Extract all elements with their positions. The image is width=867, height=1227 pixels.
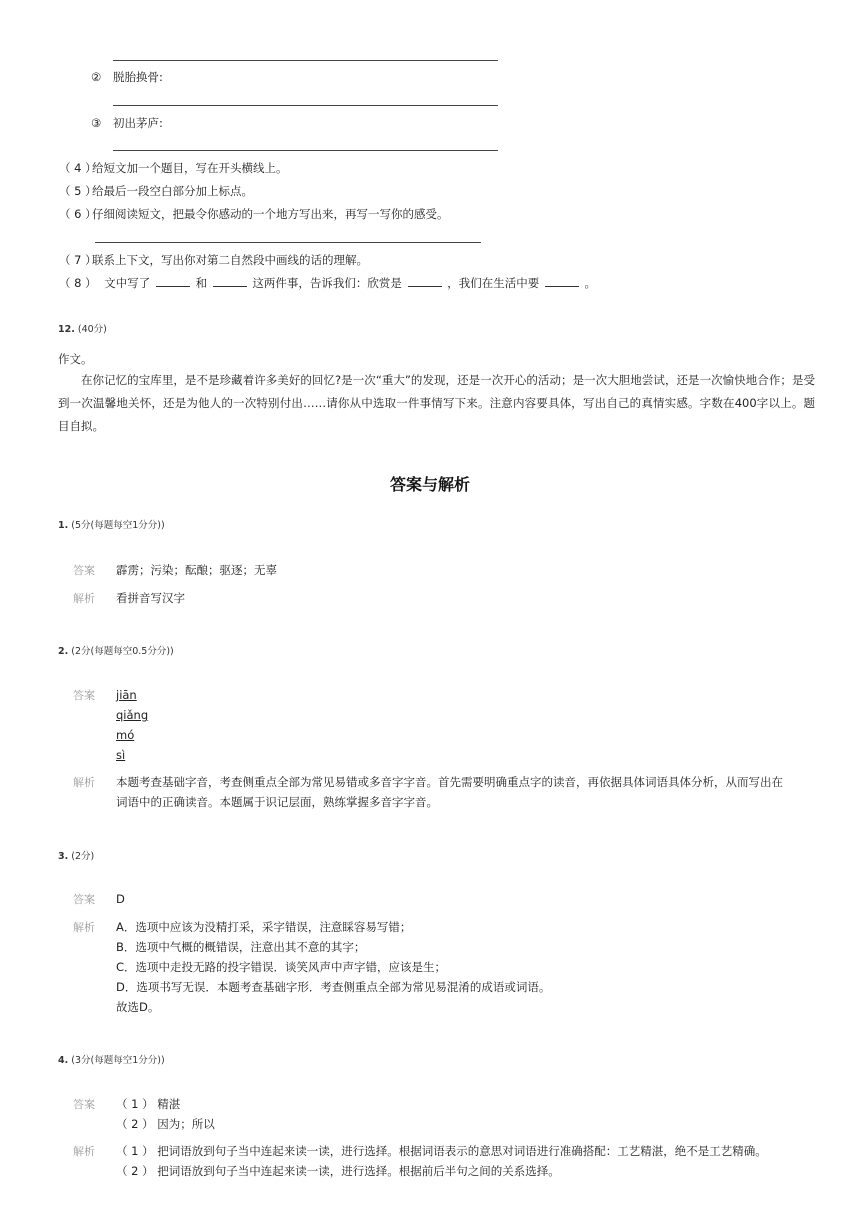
answer-header	[58, 1054, 165, 1068]
answer-line	[113, 60, 498, 61]
item-text: 初出茅庐:	[113, 116, 163, 130]
question-text: ，我们在生活中要	[447, 276, 540, 290]
analysis-text: 故选D。	[116, 1000, 160, 1014]
answer-label: 答案	[73, 1098, 95, 1111]
answer-text: （ 2 ） 因为；所以	[116, 1117, 215, 1131]
blank	[213, 276, 247, 287]
answer-score: (2分(每题每空0.5分分))	[71, 646, 174, 657]
question-text: 给短文加一个题目，写在开头横线上。	[92, 161, 288, 175]
answer-line	[95, 242, 481, 243]
analysis-text: 本题考查基础字音，考查侧重点全部为常见易错或多音字字音。首先需要明确重点字的读音，再依据具体词语具体分析，从而写出在	[116, 775, 783, 789]
blank	[545, 276, 579, 287]
question-text: 联系上下文，写出你对第二自然段中画线的话的理解。	[92, 253, 368, 267]
question-number: （ 5 ）	[59, 184, 97, 198]
analysis-label: 解析	[73, 592, 95, 605]
answer-text: mó	[116, 728, 135, 742]
answer-header	[58, 519, 165, 533]
blank	[408, 276, 442, 287]
question-number: 12.	[58, 324, 75, 335]
answer-text: qiǎng	[116, 708, 149, 722]
analysis-label: 解析	[73, 1145, 95, 1158]
answer-label: 答案	[73, 564, 95, 577]
question-number: （ 7 ）	[59, 253, 97, 267]
answer-score: (2分)	[71, 851, 95, 862]
answer-number: 2.	[58, 646, 69, 657]
answer-header	[58, 645, 174, 659]
answer-text: （ 1 ） 精湛	[116, 1097, 181, 1111]
question-number: （ 6 ）	[59, 207, 97, 221]
answer-label: 答案	[73, 689, 95, 702]
analysis-text: 词语中的正确读音。本题属于识记层面，熟练掌握多音字字音。	[116, 795, 438, 809]
question-text: 和	[195, 276, 208, 290]
question-score: (40分)	[77, 324, 107, 335]
fill-blank-question	[59, 275, 596, 291]
analysis-label: 解析	[73, 921, 95, 934]
answer-text: sì	[116, 748, 126, 762]
answers-heading: 答案与解析	[390, 475, 471, 494]
analysis-text: 看拼音写汉字	[116, 591, 185, 605]
question-text: 给最后一段空白部分加上标点。	[92, 184, 253, 198]
question-body: 在你记忆的宝库里，是不是珍藏着许多美好的回忆?是一次“重大”的发现，还是一次开心的活动；是一次大胆地尝试，还是一次愉快地合作；是受到一次温馨地关怀，还是为他人的一次特别付出……请你从中选取一件事情写下来。注意内容要具体，写出自己的真情实感。字数在400字以上。题目自拟。	[58, 373, 815, 433]
question-header	[58, 323, 107, 337]
analysis-text: C．选项中走投无路的投字错误．谈笑风声中声字错，应该是生；	[116, 960, 447, 974]
analysis-text: D．选项书写无误．本题考查基础字形．考查侧重点全部为常见易混淆的成语或词语。	[116, 980, 551, 994]
answer-line	[113, 150, 498, 151]
answer-number: 3.	[58, 851, 69, 862]
answer-score: (3分(每题每空1分分))	[71, 1055, 165, 1066]
answer-text: jiān	[116, 688, 137, 702]
analysis-text: B．选项中气概的概错误，注意出其不意的其字；	[116, 940, 366, 954]
answer-score: (5分(每题每空1分分))	[71, 520, 165, 531]
answer-header	[58, 850, 94, 864]
question-text: 。	[584, 276, 597, 290]
analysis-text: （ 1 ） 把词语放到句子当中连起来读一读，进行选择。根据词语表示的意思对词语进行准确搭配：工艺精湛，绝不是工艺精确。	[116, 1144, 767, 1158]
question-title: 作文。	[58, 352, 93, 366]
item-number: ②	[91, 70, 102, 84]
question-text: 文中写了	[104, 276, 151, 290]
analysis-label: 解析	[73, 776, 95, 789]
question-text: 这两件事，告诉我们：欣赏是	[252, 276, 402, 290]
item-text: 脱胎换骨:	[113, 70, 163, 84]
item-number: ③	[91, 116, 102, 130]
answer-text: 霹雳；污染；酝酿；驱逐；无辜	[116, 563, 277, 577]
question-text: 仔细阅读短文，把最令你感动的一个地方写出来，再写一写你的感受。	[92, 207, 449, 221]
answer-number: 1.	[58, 520, 69, 531]
analysis-text: （ 2 ） 把词语放到句子当中连起来读一读，进行选择。根据前后半句之间的关系选择。	[116, 1164, 560, 1178]
analysis-text: A．选项中应该为没精打采，采字错误，注意睬容易写错；	[116, 920, 412, 934]
question-number: （ 8 ）	[59, 276, 97, 290]
answer-text: D	[116, 892, 125, 906]
blank	[156, 276, 190, 287]
answer-line	[113, 105, 498, 106]
question-number: （ 4 ）	[59, 161, 97, 175]
answer-label: 答案	[73, 893, 95, 906]
answer-number: 4.	[58, 1055, 69, 1066]
